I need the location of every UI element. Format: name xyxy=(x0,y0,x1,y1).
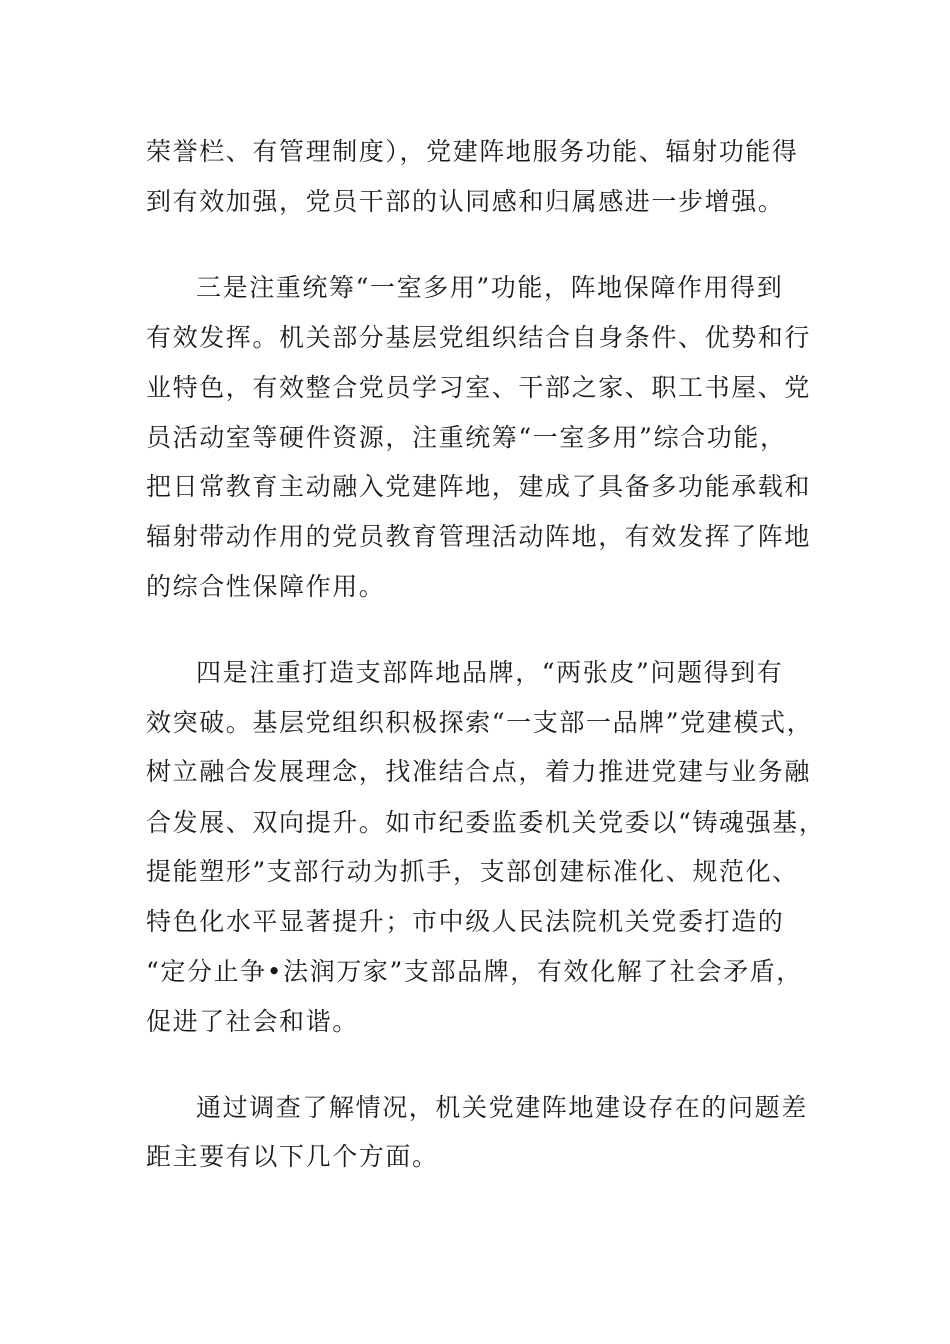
text-line: 促进了社会和谐。 xyxy=(146,1007,359,1036)
text-line: 荣誉栏、有管理制度），党建阵地服务功能、辐射功能得 xyxy=(146,137,799,166)
text-line: 合发展、双向提升。如市纪委监委机关党委以“铸魂强基， xyxy=(146,808,826,837)
text-line: 辐射带动作用的党员教育管理活动阵地，有效发挥了阵地 xyxy=(146,522,812,551)
paragraph-first-line: 三是注重统筹“一室多用”功能，阵地保障作用得到 xyxy=(196,273,784,302)
text-line: 特色化水平显著提升；市中级人民法院机关党委打造的 xyxy=(146,907,785,936)
paragraph-first-line: 通过调查了解情况，机关党建阵地建设存在的问题差 xyxy=(196,1093,808,1122)
text-line: 效突破。基层党组织积极探索“一支部一品牌”党建模式， xyxy=(146,708,814,737)
text-line: 有效发挥。机关部分基层党组织结合自身条件、优势和行 xyxy=(146,323,812,352)
text-line: 树立融合发展理念，找准结合点，着力推进党建与业务融 xyxy=(146,757,812,786)
text-line: 把日常教育主动融入党建阵地，建成了具备多功能承载和 xyxy=(146,472,812,501)
text-line: 的综合性保障作用。 xyxy=(146,572,386,601)
text-line: “定分止争•法润万家”支部品牌，有效化解了社会矛盾， xyxy=(146,957,803,986)
text-line: 距主要有以下几个方面。 xyxy=(146,1142,439,1171)
text-line: 到有效加强，党员干部的认同感和归属感进一步增强。 xyxy=(146,187,785,216)
text-line: 提能塑形”支部行动为抓手，支部创建标准化、规范化、 xyxy=(146,857,799,886)
text-line: 业特色，有效整合党员学习室、干部之家、职工书屋、党 xyxy=(146,373,812,402)
text-line: 员活动室等硬件资源，注重统筹“一室多用”综合功能， xyxy=(146,423,787,452)
paragraph-first-line: 四是注重打造支部阵地品牌，“两张皮”问题得到有 xyxy=(196,658,784,687)
